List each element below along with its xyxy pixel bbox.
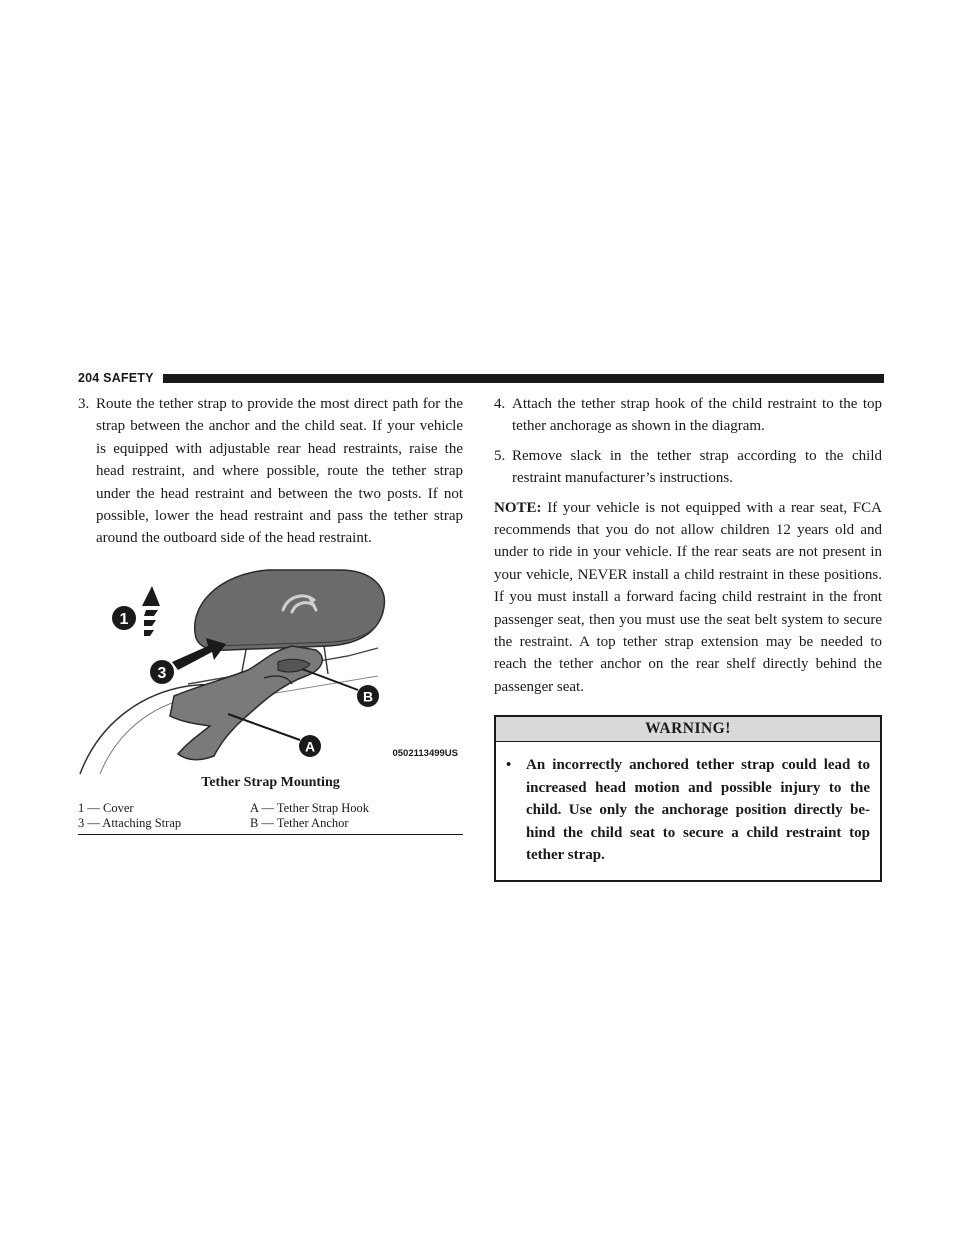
warning-body xyxy=(496,742,880,880)
callout-b: B xyxy=(362,688,374,705)
page-header xyxy=(78,371,884,385)
note-text: If your vehicle is not equipped with a rear seat, FCA recommends that you do not allow children 12 years old and under to ride in your vehicle. If the rear seats are not present in your vehicle, NEVER install a child restraint in these positions. If you must install a forward facing child restraint in the front passenger seat, then you must use the seat belt system to secure the restraint. A top tether strap extension may be needed to reach the tether anchor on the rear shelf directly behind the passenger seat. xyxy=(494,499,882,695)
header-rule xyxy=(163,374,884,383)
note-paragraph xyxy=(494,497,882,699)
step-text: Remove slack in the tether strap according to the child restraint manufacturer’s instructions. xyxy=(512,447,882,487)
callout-3: 3 xyxy=(157,664,167,682)
warning-title: WARNING! xyxy=(496,717,880,742)
figure-caption: Tether Strap Mounting xyxy=(201,774,340,790)
warning-bullet: • xyxy=(506,757,512,774)
image-code: 0502113499US xyxy=(392,747,458,759)
callout-a: A xyxy=(304,738,316,755)
page-number-section: 204 SAFETY xyxy=(78,371,154,385)
step-3 xyxy=(78,393,463,550)
callout-1: 1 xyxy=(119,610,129,628)
figure-legend xyxy=(78,801,463,835)
legend-item: 1 — Cover xyxy=(78,800,134,815)
legend-item: 3 — Attaching Strap xyxy=(78,816,182,831)
step-4 xyxy=(494,393,882,438)
tether-strap-figure xyxy=(78,566,463,778)
step-5 xyxy=(494,445,882,490)
warning-text: An incorrectly anchored tether strap could lead to increased head motion and possible injury to the child. Use only the anchorage position directly be-hind the child seat to secure a child restraint top tether strap. xyxy=(526,757,870,863)
step-text: Route the tether strap to provide the most direct path for the strap between the anchor and the child seat. If your vehicle is equipped with adjustable rear head restraints, raise the head restraint, and where possible, route the tether strap under the head restraint and between the two posts. If not possible, lower the head restraint and pass the tether strap around the outboard side of the head restraint. xyxy=(96,396,463,547)
step-number: 5. xyxy=(494,447,506,464)
legend-item: A — Tether Strap Hook xyxy=(250,800,370,815)
right-column xyxy=(494,393,882,882)
tether-strap-illustration xyxy=(78,566,463,778)
step-number: 4. xyxy=(494,396,506,412)
legend-item: B — Tether Anchor xyxy=(250,816,349,831)
note-label: NOTE: xyxy=(494,499,542,516)
step-text: Attach the tether strap hook of the child restraint to the top tether anchorage as shown in the diagram. xyxy=(512,396,882,435)
step-number: 3. xyxy=(78,396,90,412)
warning-box xyxy=(494,715,882,882)
left-column xyxy=(78,393,463,835)
